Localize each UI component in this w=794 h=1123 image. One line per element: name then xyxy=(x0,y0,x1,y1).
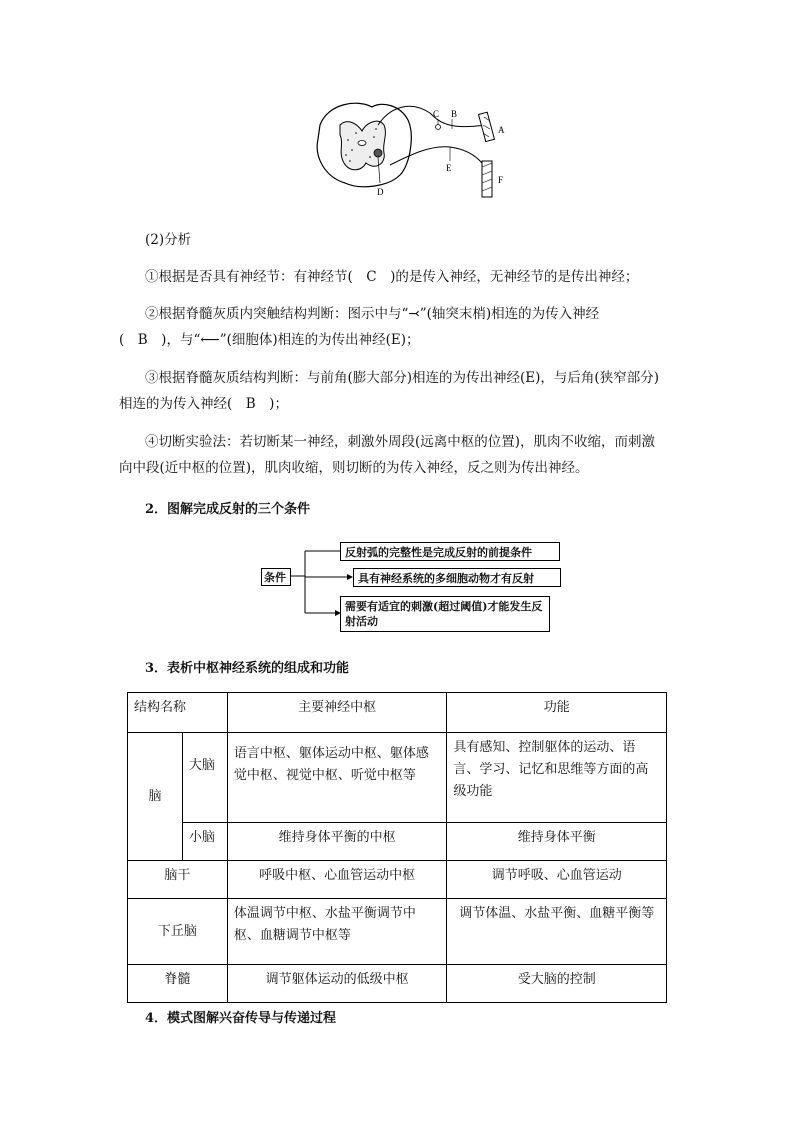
row-function: 调节呼吸、心血管运动 xyxy=(447,861,667,899)
header-function: 功能 xyxy=(447,693,667,733)
header-structure: 结构名称 xyxy=(128,693,228,733)
row-function: 具有感知、控制躯体的运动、语言、学习、记忆和思维等方面的高级功能 xyxy=(447,733,667,823)
analysis-item-4: ④切断实验法：若切断某一神经，刺激外周段(远离中枢的位置)，肌肉不收缩，而刺激 向中段(近中枢的位置)，肌肉收缩，则切断的为传入神经，反之则为传出神经。 xyxy=(119,434,656,476)
table-row xyxy=(128,861,667,899)
row-centers: 语言中枢、躯体运动中枢、躯体感觉中枢、视觉中枢、听觉中枢等 xyxy=(227,733,447,823)
row-centers: 体温调节中枢、水盐平衡调节中枢、血糖调节中枢等 xyxy=(227,899,447,965)
row-function: 调节体温、水盐平衡、血糖平衡等 xyxy=(447,899,667,965)
analysis-item-2: ②根据脊髓灰质内突触结构判断：图示中与“⤙”(轴突末梢)相连的为传入神经 ( B )，与“⟵”(细胞体)相连的为传出神经(E)； xyxy=(119,306,600,348)
condition-3: 需要有适宜的刺激(超过阈值)才能发生反射活动 xyxy=(340,596,550,632)
label-d: D xyxy=(377,187,384,197)
label-c: C xyxy=(433,109,440,119)
row-name: 下丘脑 xyxy=(128,899,228,965)
reflex-arc-figure xyxy=(300,95,530,210)
table-row xyxy=(128,899,667,965)
condition-2: 具有神经系统的多细胞动物才有反射 xyxy=(353,568,561,587)
row-centers: 维持身体平衡的中枢 xyxy=(227,823,447,861)
table-row xyxy=(128,823,667,861)
analysis-title: (2)分析 xyxy=(145,232,192,248)
header-centers: 主要神经中枢 xyxy=(227,693,447,733)
row-name: 小脑 xyxy=(182,823,227,861)
row-name: 脑干 xyxy=(128,861,228,899)
label-e: E xyxy=(446,163,452,173)
analysis-item-1: ①根据是否具有神经节：有神经节( C )的是传入神经，无神经节的是传出神经； xyxy=(145,269,639,285)
section-4-heading: 4．模式图解兴奋传导与传递过程 xyxy=(145,1011,337,1026)
label-a: A xyxy=(498,125,505,135)
table-row xyxy=(128,733,667,823)
condition-1: 反射弧的完整性是完成反射的前提条件 xyxy=(340,542,560,561)
row-centers: 调节躯体运动的低级中枢 xyxy=(227,965,447,1003)
table-header-row xyxy=(128,693,667,733)
analysis-item-3: ③根据脊髓灰质结构判断：与前角(膨大部分)相连的为传出神经(E)，与后角(狭窄部分) 相连的为传入神经( B )； xyxy=(119,370,659,412)
row-function: 维持身体平衡 xyxy=(447,823,667,861)
row-centers: 呼吸中枢、心血管运动中枢 xyxy=(227,861,447,899)
label-b: B xyxy=(451,109,458,119)
row-function: 受大脑的控制 xyxy=(447,965,667,1003)
table-row xyxy=(128,965,667,1003)
section-3-heading: 3．表析中枢神经系统的组成和功能 xyxy=(145,661,350,676)
cns-table xyxy=(127,692,667,1003)
label-f: F xyxy=(498,175,504,185)
conditions-root: 条件 xyxy=(261,568,291,586)
row-name: 大脑 xyxy=(182,733,227,823)
row-name: 脊髓 xyxy=(128,965,228,1003)
brain-label: 脑 xyxy=(128,733,183,861)
section-2-heading: 2．图解完成反射的三个条件 xyxy=(145,502,311,517)
